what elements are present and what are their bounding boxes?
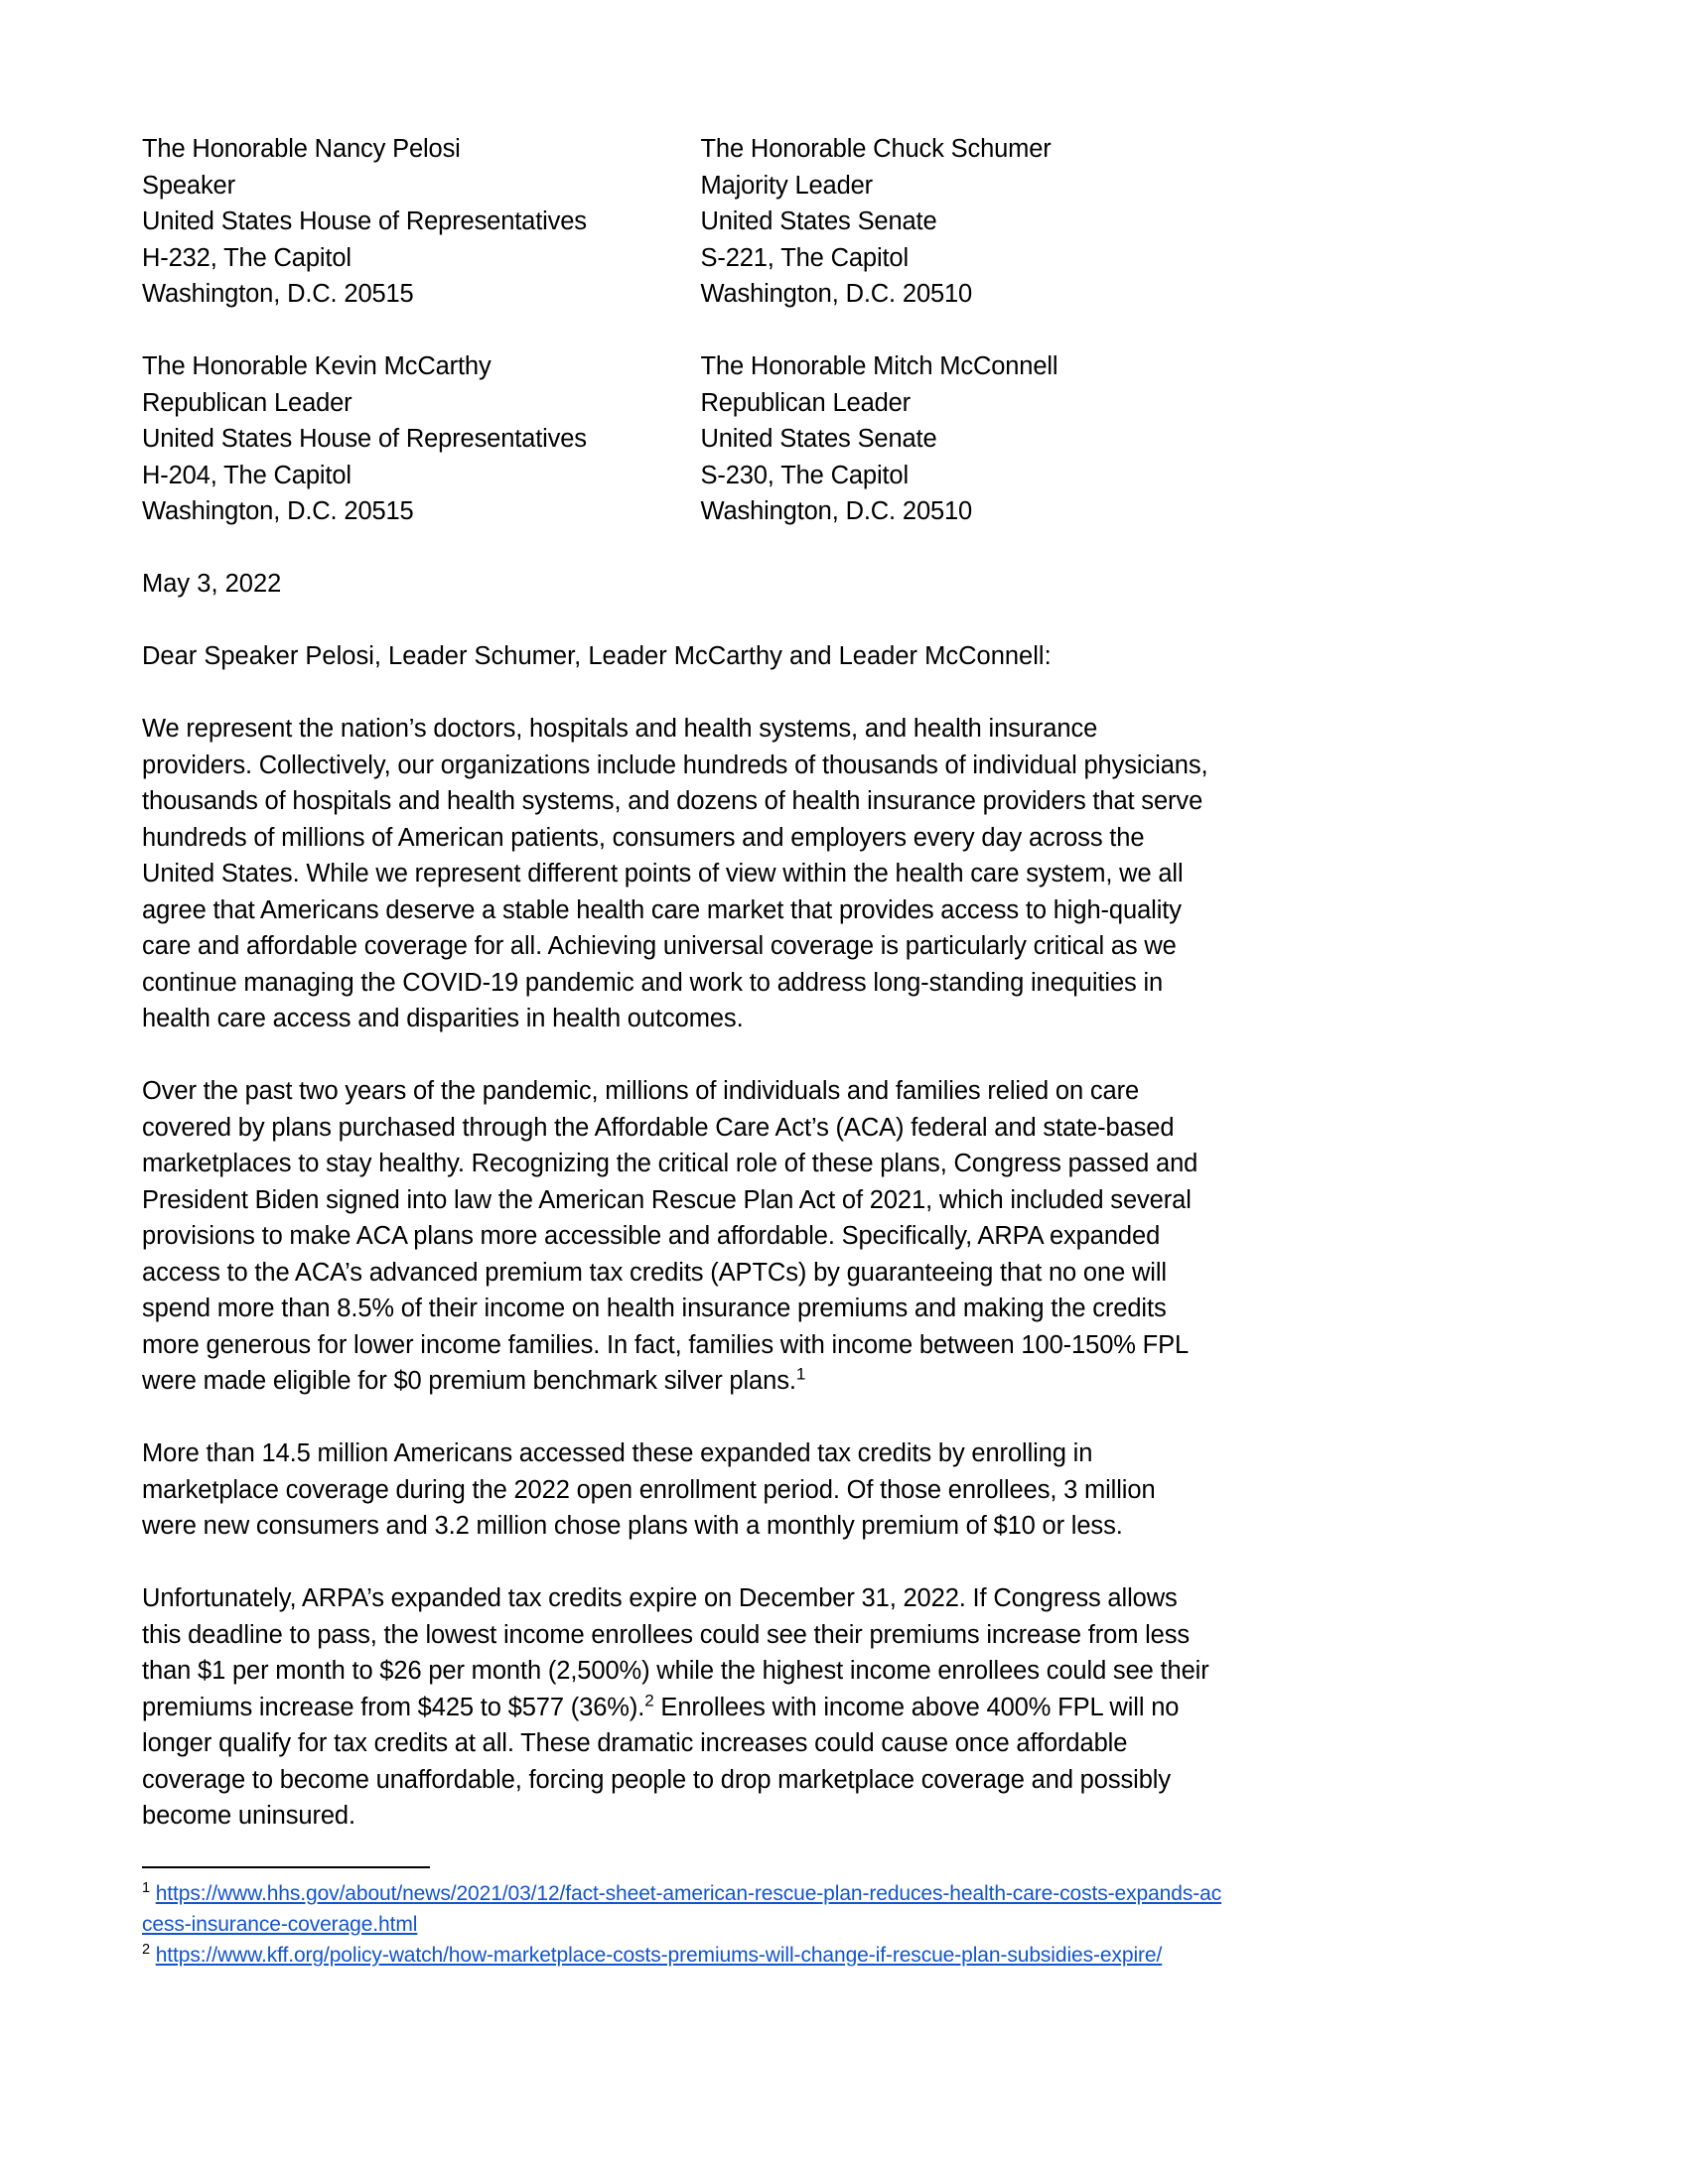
footnote-marker: 2 xyxy=(142,1942,150,1958)
paragraph-4 xyxy=(142,1580,1209,1835)
letter-body xyxy=(142,131,1209,1835)
paragraph-4-text-part2: Enrollees with income above 400% FPL will no longer qualify for tax credits at all. These dramatic increases could cause once affordable coverage to become unaffordable, forcing people to drop marketplace coverage and possibly become uninsured. xyxy=(142,1693,1180,1830)
addressee-city: Washington, D.C. 20510 xyxy=(700,497,973,525)
letter-date: May 3, 2022 xyxy=(142,570,282,598)
paragraph-2-text: Over the past two years of the pandemic, millions of individuals and families relied on care covered by plans purchased through the Affordable Care Act’s (ACA) federal and state-based marketplaces to stay healthy. Recognizing the critical role of these plans, Congress passed and President Biden signed into law the American Rescue Plan Act of 2021, which included several provisions to make ACA plans more accessible and affordable. Specifically, ARPA expanded access to the ACA’s advanced premium tax credits (APTCs) by guaranteeing that no one will spend more than 8.5% of their income on health insurance premiums and making the credits more generous for lower income families. In fact, families with income between 100-150% FPL were made eligible for $0 premium benchmark silver plans. xyxy=(142,1077,1198,1395)
footnote-separator-rule xyxy=(142,1866,430,1868)
addressee-city: Washington, D.C. 20510 xyxy=(700,280,973,308)
address-schumer xyxy=(676,131,1210,313)
addressee-body: United States Senate xyxy=(700,207,937,235)
footnote-ref-1[interactable]: 1 xyxy=(795,1364,806,1384)
addressee-title: Republican Leader xyxy=(142,388,352,417)
footnote-item-2 xyxy=(142,1940,1224,1971)
addressee-body: United States House of Representatives xyxy=(142,425,587,453)
addressee-room: S-230, The Capitol xyxy=(700,461,909,489)
address-pelosi xyxy=(142,131,676,313)
address-mcconnell xyxy=(676,348,1210,530)
paragraph-4-text-part1: Unfortunately, ARPA’s expanded tax credits expire on December 31, 2022. If Congress allows this deadline to pass, the lowest income enrollees could see their premiums increase from less than $1 per month to $26 per month (2,500%) while the highest income enrollees could see their premiums increase from $425 to $577 (36%). xyxy=(142,1584,1209,1721)
addressee-name: The Honorable Mitch McConnell xyxy=(700,352,1058,380)
address-block-row-1 xyxy=(142,131,1209,313)
address-block-row-2 xyxy=(142,348,1209,530)
footnote-link-hhs[interactable]: https://www.hhs.gov/about/news/2021/03/12/fact-sheet-american-rescue-plan-reduces-health-care-costs-expands-access-insurance-coverage.html xyxy=(142,1882,1222,1936)
addressee-body: United States House of Representatives xyxy=(142,207,587,235)
addressee-name: The Honorable Kevin McCarthy xyxy=(142,352,492,380)
paragraph-1: We represent the nation’s doctors, hospitals and health systems, and health insurance providers. Collectively, our organizations include hundreds of thousands of individual physicians, thousands of hospitals and health systems, and dozens of health insurance providers that serve hundreds of millions of American patients, consumers and employers every day across the United States. While we represent different points of view within the health care system, we all agree that Americans deserve a stable health care market that provides access to high-quality care and affordable coverage for all. Achieving universal coverage is particularly critical as we continue managing the COVID-19 pandemic and work to address long-standing inequities in health care access and disparities in health outcomes. xyxy=(142,715,1208,1032)
addressee-name: The Honorable Chuck Schumer xyxy=(700,135,1052,163)
footnote-section xyxy=(142,1866,1224,1971)
letter-salutation: Dear Speaker Pelosi, Leader Schumer, Leader McCarthy and Leader McConnell: xyxy=(142,642,1052,670)
addressee-room: S-221, The Capitol xyxy=(700,243,909,272)
addressee-title: Republican Leader xyxy=(700,388,912,417)
paragraph-3: More than 14.5 million Americans accessed these expanded tax credits by enrolling in marketplace coverage during the 2022 open enrollment period. Of those enrollees, 3 million were new consumers and 3.2 million chose plans with a monthly premium of $10 or less. xyxy=(142,1439,1156,1540)
footnote-item-1 xyxy=(142,1878,1224,1940)
addressee-room: H-204, The Capitol xyxy=(142,461,352,489)
address-mccarthy xyxy=(142,348,676,530)
addressee-body: United States Senate xyxy=(700,425,937,453)
addressee-title: Speaker xyxy=(142,171,235,200)
addressee-city: Washington, D.C. 20515 xyxy=(142,280,414,308)
address-block-spacer xyxy=(142,313,1209,349)
addressee-title: Majority Leader xyxy=(700,171,873,200)
addressee-room: H-232, The Capitol xyxy=(142,243,352,272)
footnote-ref-2[interactable]: 2 xyxy=(644,1691,654,1709)
footnote-marker: 1 xyxy=(142,1880,150,1896)
footnote-link-kff[interactable]: https://www.kff.org/policy-watch/how-marketplace-costs-premiums-will-change-if-rescue-plan-subsidies-expire/ xyxy=(155,1944,1163,1967)
paragraph-2 xyxy=(142,1073,1209,1400)
addressee-name: The Honorable Nancy Pelosi xyxy=(142,135,461,163)
addressee-city: Washington, D.C. 20515 xyxy=(142,497,414,525)
